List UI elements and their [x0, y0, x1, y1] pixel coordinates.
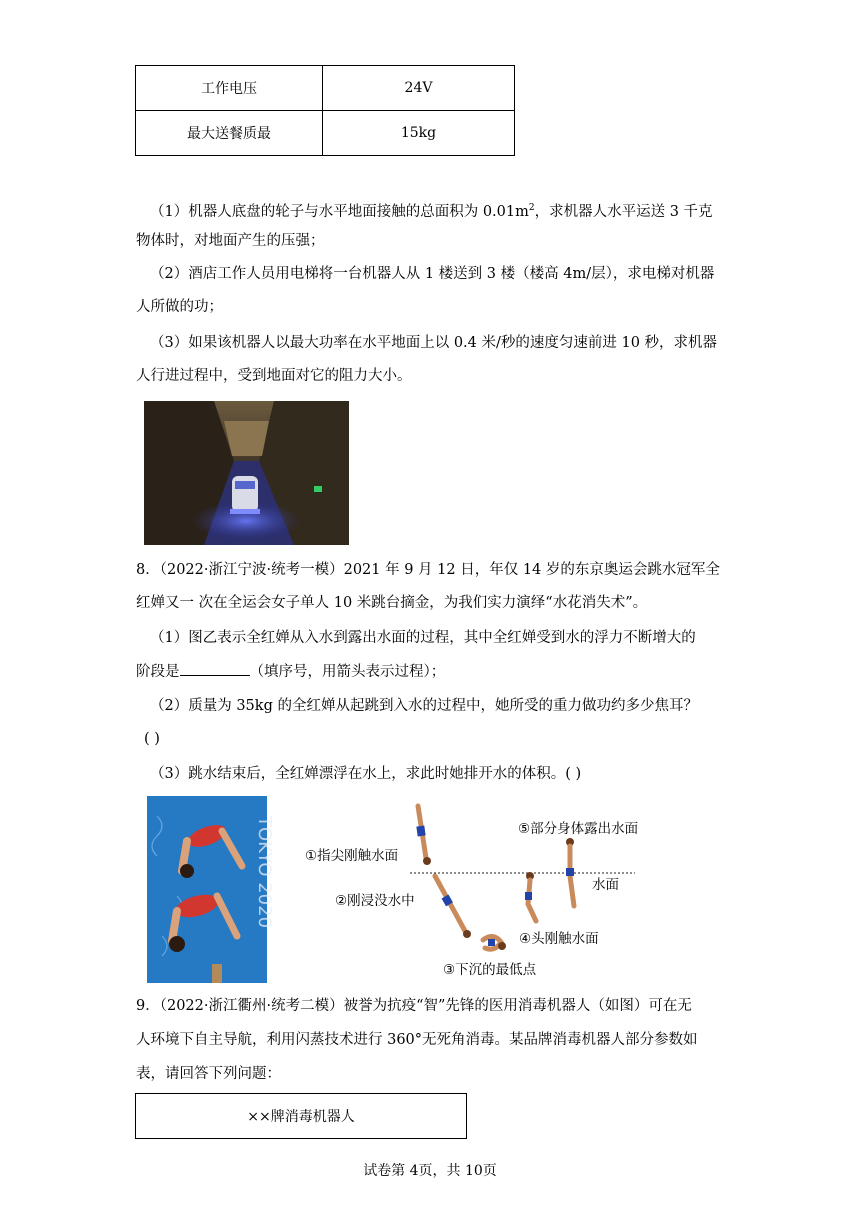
q7-part1-line1: （1）机器人底盘的轮子与水平地面接触的总面积为 $0.01m^2$，求机器人水平运送 3 千克 [150, 203, 713, 220]
svg-text:TOKYO 2020: TOKYO 2020 [254, 816, 275, 929]
diver-figure-2 [435, 876, 471, 938]
page-footer: 试卷第 4页，共 10页 [363, 1163, 497, 1179]
q7-part1-line2: 物体时，对地面产生的压强； [136, 233, 325, 249]
q7-part2-line2: 人所做的功； [136, 299, 223, 315]
table-cell: 15kg [323, 111, 515, 156]
q7-part3-line2: 人行进过程中，受到地面对它的阻力大小。 [136, 368, 412, 384]
table-row [136, 111, 515, 156]
diver-figure-3 [483, 936, 506, 950]
q7-part2-line1: （2）酒店工作人员用电梯将一台机器人从 1 楼送到 3 楼（楼高 4m/层），求电梯对机器 [150, 266, 715, 282]
diving-photo [147, 796, 275, 983]
spec-table [135, 65, 515, 156]
diver-figure-5 [566, 838, 574, 906]
q9-stem-line2: 人环境下自主导航，利用闪蒸技术进行 360°无死角消毒。某品牌消毒机器人部分参数如 [136, 1032, 698, 1048]
table-cell: 24V [323, 66, 515, 111]
q8-part1-line1: （1）图乙表示全红婵从入水到露出水面的过程，其中全红婵受到水的浮力不断增大的 [150, 630, 696, 646]
table-row [136, 1094, 467, 1139]
label-3: ③下沉的最低点 [443, 962, 537, 978]
q9-stem-line3: 表，请回答下列问题： [136, 1066, 281, 1082]
label-5: ⑤部分身体露出水面 [518, 821, 639, 837]
q8-stem-line1: 8．（2022·浙江宁波·统考一模）2021 年 9 月 12 日，年仅 14 岁的东京奥运会跳水冠军全 [136, 562, 720, 578]
diving-process-diagram [290, 796, 650, 986]
label-2: ②刚浸没水中 [335, 893, 415, 909]
answer-blank[interactable] [180, 661, 250, 676]
table-row [136, 66, 515, 111]
q8-part2-answer: ( ) [144, 731, 160, 747]
label-4: ④头刚触水面 [519, 931, 599, 947]
table-cell: 工作电压 [136, 66, 323, 111]
table-cell: 最大送餐质最 [136, 111, 323, 156]
diver-figure-4 [525, 872, 536, 921]
q7-part3-line1: （3）如果该机器人以最大功率在水平地面上以 0.4 米/秒的速度匀速前进 10 秒，求机器 [150, 335, 718, 351]
q8-stem-line2: 红婵又一 次在全运会女子单人 10 米跳台摘金，为我们实力演绎“水花消失术”。 [136, 595, 648, 611]
water-surface-label: 水面 [592, 877, 619, 893]
table-title-cell: ××牌消毒机器人 [136, 1094, 467, 1139]
label-1: ①指尖刚触水面 [305, 848, 399, 864]
diver-figure-1 [416, 806, 431, 865]
q8-part2-line1: （2）质量为 35kg 的全红婵从起跳到入水的过程中，她所受的重力做功约多少焦耳？ [150, 698, 698, 714]
robot-spec-table [135, 1093, 467, 1139]
q8-part1-line2: 阶段是 （填序号，用箭头表示过程）； [136, 661, 445, 682]
q8-part3-line1: （3）跳水结束后，全红婵漂浮在水上，求此时她排开水的体积。( ) [150, 766, 582, 782]
robot-photo [144, 401, 349, 545]
q9-stem-line1: 9．（2022·浙江衢州·统考二模）被誉为抗疫“智”先锋的医用消毒机器人（如图）可在无 [136, 998, 692, 1014]
